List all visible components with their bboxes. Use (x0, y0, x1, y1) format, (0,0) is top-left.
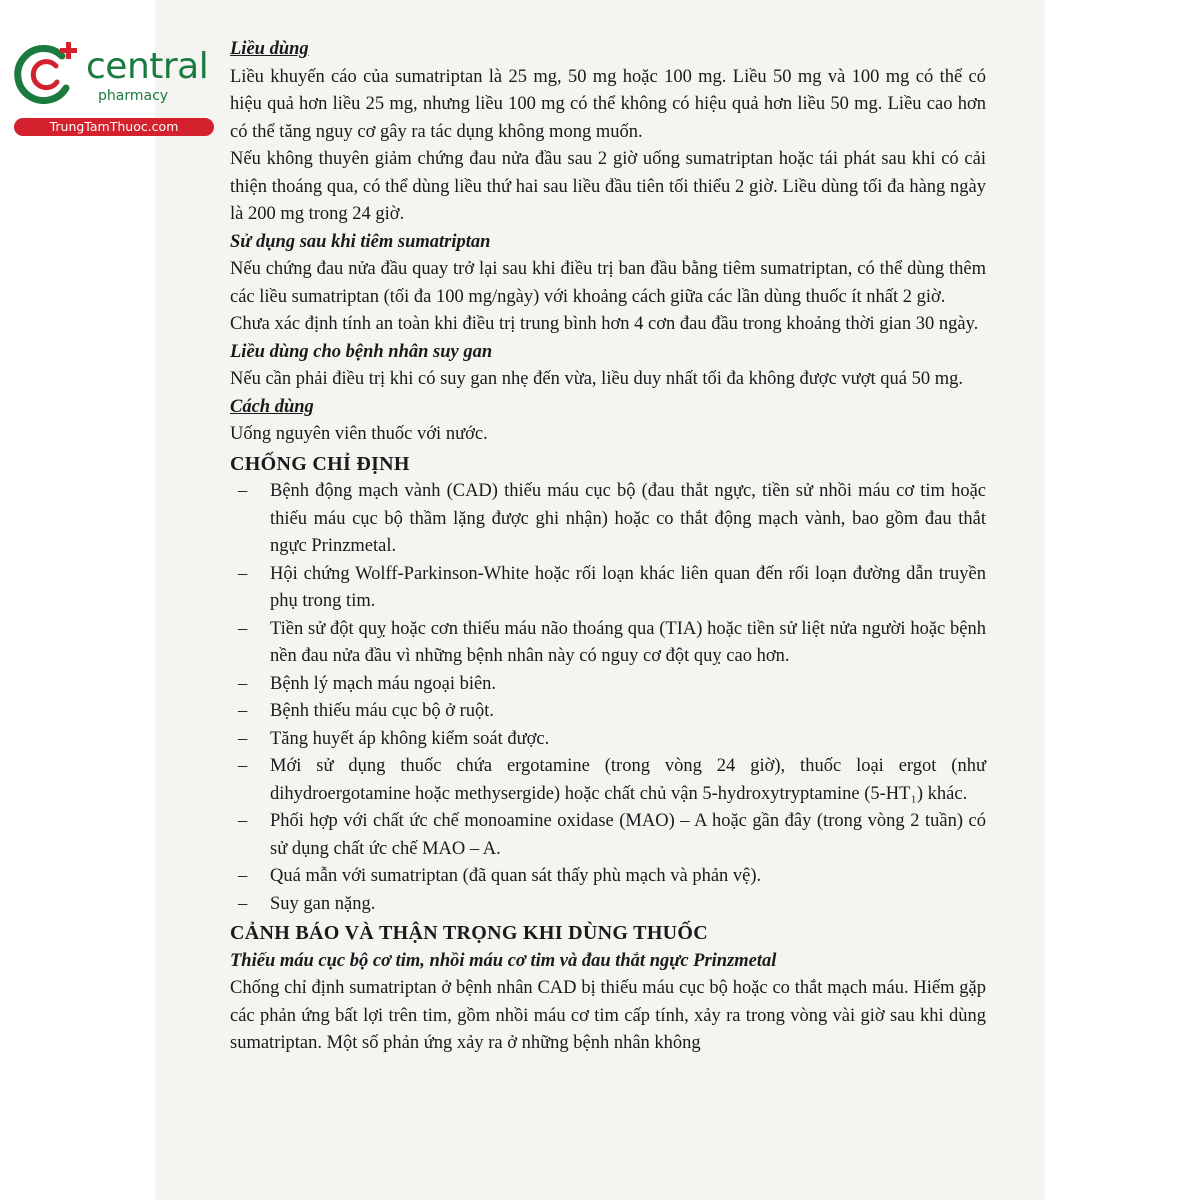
paragraph: Uống nguyên viên thuốc với nước. (230, 424, 488, 444)
paragraph: Chưa xác định tính an toàn khi điều trị trung bình hơn 4 cơn đau đầu trong khoảng thời gian 30 ngày. (230, 314, 979, 334)
paragraph: Nếu cần phải điều trị khi có suy gan nhẹ đến vừa, liều duy nhất tối đa không được vượt quá 50 mg. (230, 369, 963, 389)
section-title-hepatic: Liều dùng cho bệnh nhân suy gan (230, 341, 493, 362)
heading-warnings: CẢNH BÁO VÀ THẬN TRỌNG KHI DÙNG THUỐC (230, 922, 709, 944)
list-item: – Tiền sử đột quỵ hoặc cơn thiếu máu não thoáng qua (TIA) hoặc tiền sử liệt nửa người hoặc bệnh nền đau nửa đầu vì những bệnh nhân này có nguy cơ đột quỵ cao hơn. (230, 616, 986, 671)
central-pharmacy-logo (10, 38, 215, 138)
list-item: – Suy gan nặng. (230, 891, 986, 919)
logo-subtitle: pharmacy (98, 88, 169, 104)
list-item: – Mới sử dụng thuốc chứa ergotamine (trong vòng 24 giờ), thuốc loại ergot (như dihydroergotamine hoặc methysergide) hoặc chất chủ vận 5-hydroxytryptamine (5-HT₁) khác. (230, 753, 986, 808)
section-title-after-injection: Sử dụng sau khi tiêm sumatriptan (230, 231, 491, 252)
list-item: – Hội chứng Wolff-Parkinson-White hoặc rối loạn khác liên quan đến rối loạn đường dẫn truyền phụ trong tim. (230, 561, 986, 616)
list-item: – Bệnh động mạch vành (CAD) thiếu máu cục bộ (đau thắt ngực, tiền sử nhồi máu cơ tim hoặc thiếu máu cục bộ thầm lặng được ghi nhận) hoặc co thắt động mạch vành, bao gồm đau thắt ngực Prinzmetal. (230, 478, 986, 561)
logo-name: central (86, 46, 209, 87)
heading-contraindications: CHỐNG CHỈ ĐỊNH (230, 452, 410, 475)
logo-website: TrungTamThuoc.com (14, 118, 214, 136)
list-item: – Phối hợp với chất ức chế monoamine oxidase (MAO) – A hoặc gần đây (trong vòng 2 tuần) có sử dụng chất ức chế MAO – A. (230, 808, 986, 863)
paragraph: Chống chỉ định sumatriptan ở bệnh nhân CAD bị thiếu máu cục bộ hoặc co thắt mạch máu. Hiếm gặp các phản ứng bất lợi trên tim, gồm nhồi máu cơ tim cấp tính, xảy ra trong vòng vài giờ sau khi dùng sumatriptan. Một số phản ứng xảy ra ở những bệnh nhân không (230, 978, 986, 1053)
list-item: – Quá mẫn với sumatriptan (đã quan sát thấy phù mạch và phản vệ). (230, 863, 986, 891)
section-title-administration: Cách dùng (230, 396, 314, 417)
paragraph: Nếu chứng đau nửa đầu quay trở lại sau khi điều trị ban đầu bằng tiêm sumatriptan, có thể dùng thêm các liều sumatriptan (tối đa 100 mg/ngày) với khoảng cách giữa các lần dùng thuốc ít nhất 2 giờ. (230, 259, 986, 307)
section-title-myocardial-ischemia: Thiếu máu cục bộ cơ tim, nhồi máu cơ tim và đau thắt ngực Prinzmetal (230, 950, 777, 971)
paragraph: Liều khuyến cáo của sumatriptan là 25 mg, 50 mg hoặc 100 mg. Liều 50 mg và 100 mg có thể có hiệu quả hơn liều 25 mg, nhưng liều 100 mg có thể không có hiệu quả hơn liều 50 mg. Liều cao hơn có thể tăng nguy cơ gây ra tác dụng không mong muốn. (230, 66, 986, 142)
list-item: – Tăng huyết áp không kiểm soát được. (230, 726, 986, 754)
document-content (230, 36, 986, 1058)
contraindications-list (230, 478, 986, 918)
list-item: – Bệnh thiếu máu cục bộ ở ruột. (230, 698, 986, 726)
list-item: – Bệnh lý mạch máu ngoại biên. (230, 671, 986, 699)
paragraph: Nếu không thuyên giảm chứng đau nửa đầu sau 2 giờ uống sumatriptan hoặc tái phát sau khi có cải thiện thoáng qua, có thể dùng liều thứ hai sau liều đầu tiên tối thiểu 2 giờ. Liều dùng tối đa hàng ngày là 200 mg trong 24 giờ. (230, 149, 986, 224)
central-logo-icon (10, 38, 80, 108)
section-title-dosage: Liều dùng (230, 39, 309, 59)
